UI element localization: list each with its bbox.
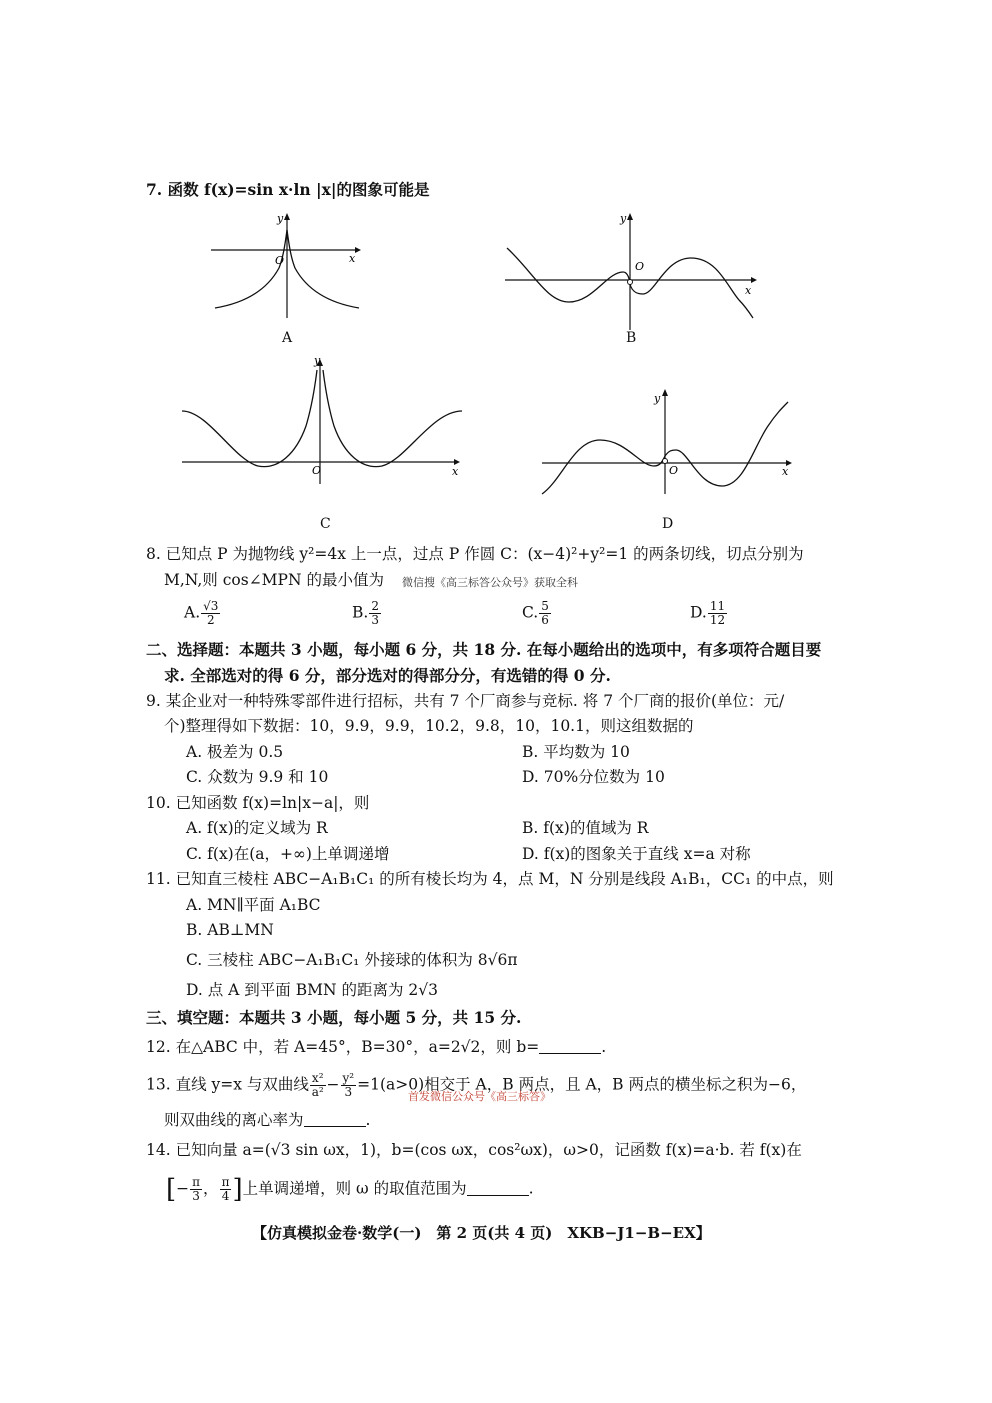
q8-option-d: D. $\frac{11}{12}$ [690,599,726,627]
graph-a [205,210,365,350]
q9-option-a: A. 极差为 0.5 [186,743,284,761]
graph-c-caption: C [320,516,331,532]
graph-a-caption: A [282,330,293,346]
q11-option-a: A. MN∥平面 A₁BC [186,896,321,914]
q11-option-d: D. 点 A 到平面 BMN 的距离为 2√3 [186,981,438,999]
q13-line1: 13. 直线 y=x 与双曲线 $\frac{\text{x²}}{\text{a²}}$ − $\frac{\text{y²}}{3}$ =1(a>0)相交于 A，B 两点，且 A，B 两点的横坐标之积为−6， [146,1071,807,1099]
q8-line2: M,N,则 cos∠MPN 的最小值为 [164,571,384,589]
graph-b [503,210,763,350]
q8-option-a: A. $\frac{√3}{2}$ [184,599,219,627]
q13-line2: 则双曲线的离心率为 . [164,1111,371,1129]
q9-line1: 9. 某企业对一种特殊零部件进行招标，共有 7 个厂商参与竞标. 将 7 个厂商的报价(单位：元/ [146,692,785,710]
q14-line2: [− $\frac{\pi}{3}$ ， $\frac{\pi}{4}$ ]上单调递增，则 ω 的取值范围为 . [166,1174,534,1205]
q10-option-d: D. f(x)的图象关于直线 x=a 对称 [522,845,751,863]
page-footer: 【仿真模拟金卷·数学(一) 第 2 页(共 4 页) XKB−J1−B−EX】 [252,1224,711,1242]
graph-a-y-label: y [277,212,284,225]
graph-d-y-label: y [654,392,661,405]
graph-b-origin: O [635,260,645,273]
q10-option-a: A. f(x)的定义域为 R [186,819,328,837]
q10-option-c: C. f(x)在(a，+∞)上单调递增 [186,845,390,863]
q13-answer-blank[interactable] [304,1112,366,1127]
graph-c-x-label: x [452,465,459,478]
graph-c-origin: O [312,464,322,477]
graph-b-y-label: y [620,212,627,225]
q11-option-b: B. AB⊥MN [186,921,274,939]
q8-option-c: C. $\frac{5}{6}$ [522,599,549,627]
q14-answer-blank[interactable] [467,1181,529,1196]
watermark-1: 微信搜《高三标答公众号》获取全科 [402,576,578,589]
graph-b-x-label: x [745,284,752,297]
section3-header: 三、填空题：本题共 3 小题，每小题 5 分，共 15 分. [146,1008,522,1027]
q11-stem: 11. 已知直三棱柱 ABC−A₁B₁C₁ 的所有棱长均为 4，点 M，N 分别是线段 A₁B₁，CC₁ 的中点，则 [146,870,834,888]
graph-c-y-label: y [314,354,321,367]
q12-line: 12. 在△ABC 中，若 A=45°，B=30°，a=2√2，则 b= . [146,1038,607,1056]
graph-a-x-label: x [349,252,356,265]
q8-option-b: B. $\frac{2}{3}$ [352,599,379,627]
watermark-2: 首发微信公众号《高三标答》 [408,1090,551,1103]
graph-d [538,386,798,532]
section2-line2: 求. 全部选对的得 6 分，部分选对的得部分分，有选错的得 0 分. [164,666,611,685]
graph-d-x-label: x [782,465,789,478]
q10-stem: 10. 已知函数 f(x)=ln|x−a|，则 [146,794,370,812]
graph-d-origin: O [669,464,679,477]
q11-option-c: C. 三棱柱 ABC−A₁B₁C₁ 外接球的体积为 8√6π [186,951,518,969]
q9-line2: 个)整理得如下数据：10，9.9，9.9，10.2，9.8，10，10.1，则这组数据的 [164,717,694,735]
graph-d-caption: D [662,516,674,532]
q7-stem: 7. 函数 f(x)=sin x·ln |x|的图象可能是 [146,180,430,199]
q9-option-c: C. 众数为 9.9 和 10 [186,768,329,786]
graph-a-origin: O [275,254,285,267]
q12-answer-blank[interactable] [539,1039,601,1054]
section2-line1: 二、选择题：本题共 3 小题，每小题 6 分，共 18 分. 在每小题给出的选项中，有多项符合题目要 [146,640,822,659]
q10-option-b: B. f(x)的值域为 R [522,819,649,837]
q14-line1: 14. 已知向量 a=(√3 sin ωx，1)，b=(cos ωx，cos²ωx)，ω>0，记函数 f(x)=a·b. 若 f(x)在 [146,1141,802,1159]
q9-option-d: D. 70%分位数为 10 [522,768,665,786]
q8-line1: 8. 已知点 P 为抛物线 y²=4x 上一点，过点 P 作圆 C：(x−4)²+y²=1 的两条切线，切点分别为 [146,545,804,563]
graph-b-caption: B [626,330,637,346]
graph-c [178,354,468,532]
q9-option-b: B. 平均数为 10 [522,743,630,761]
